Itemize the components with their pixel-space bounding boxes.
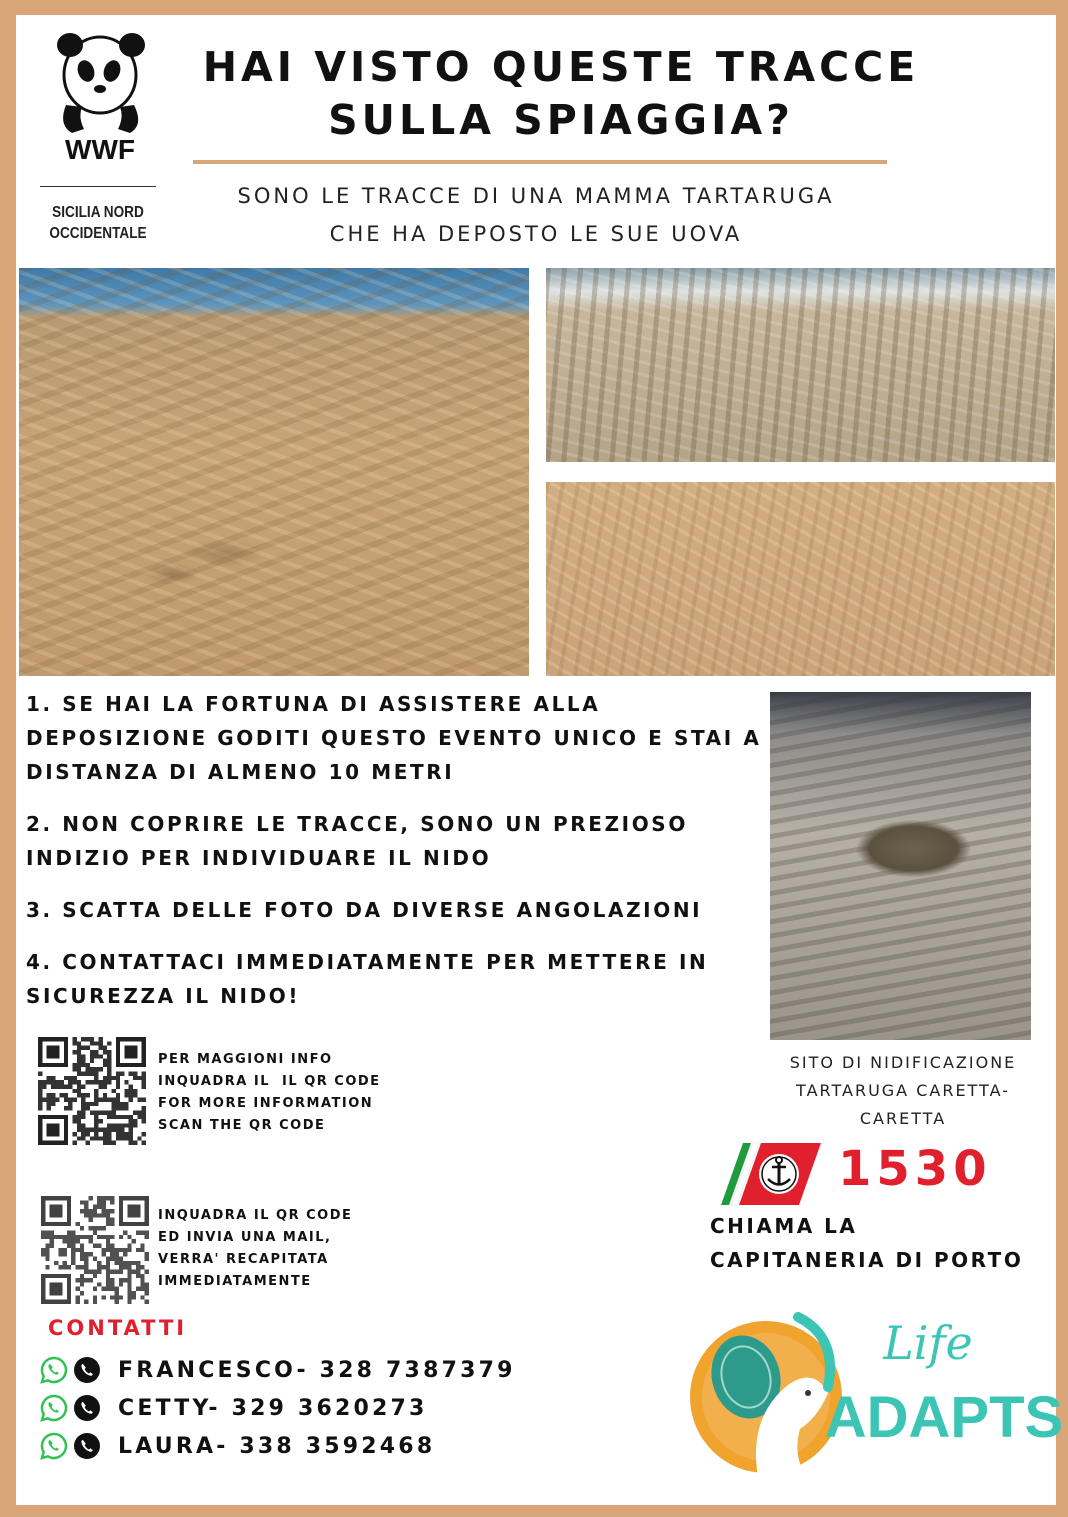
qr-info-line-3: FOR MORE INFORMATION: [158, 1096, 374, 1111]
phone-icon: [74, 1357, 100, 1383]
qr-code-info[interactable]: [38, 1037, 146, 1145]
subtitle-line-1: SONO LE TRACCE DI UNA MAMMA TARTARUGA: [237, 184, 835, 208]
emergency-number[interactable]: 1530: [838, 1141, 992, 1197]
contact-francesco: FRANCESCO- 328 7387379: [118, 1357, 516, 1383]
coast-guard-line-1: CHIAMA LA: [710, 1214, 858, 1238]
qr-info-line-1: PER MAGGIONI INFO: [158, 1052, 333, 1067]
contact-cetty: CETTY- 329 3620273: [118, 1395, 428, 1421]
qr-mail-line-1: INQUADRA IL QR CODE: [158, 1208, 353, 1223]
region-line-1: SICILIA NORD: [52, 204, 144, 221]
contacts-title: CONTATTI: [48, 1316, 188, 1340]
nesting-turtle-photo: [770, 692, 1031, 1040]
qr-mail-line-3: VERRA' RECAPITATA: [158, 1252, 329, 1267]
logo-divider: [40, 186, 156, 187]
contact-laura: LAURA- 338 3592468: [118, 1433, 436, 1459]
turtle-tracks-photo-3: [546, 482, 1055, 676]
contact-row-laura[interactable]: [40, 1429, 435, 1463]
instruction-step-1: 1. SE HAI LA FORTUNA DI ASSISTERE ALLA DEPOSIZIONE GODITI QUESTO EVENTO UNICO E STAI A DISTANZA DI ALMENO 10 METRI: [26, 692, 762, 784]
contact-row-cetty[interactable]: [40, 1391, 428, 1425]
wwf-panda-logo: [48, 25, 158, 165]
subtitle: [176, 177, 896, 253]
qr-mail-line-4: IMMEDIATAMENTE: [158, 1274, 312, 1289]
poster: [16, 15, 1064, 1505]
region-label: [47, 202, 149, 244]
phone-icon: [74, 1433, 100, 1459]
instructions-list: [26, 687, 766, 1031]
qr-info-line-2: INQUADRA IL IL QR CODE: [158, 1074, 381, 1089]
turtle-tracks-photo-2: [546, 268, 1055, 462]
qr-mail-text: [158, 1205, 458, 1293]
turtle-tracks-photo-1: [19, 268, 529, 676]
whatsapp-icon: [40, 1432, 68, 1460]
qr-info-line-4: SCAN THE QR CODE: [158, 1118, 326, 1133]
instruction-step-2: 2. NON COPRIRE LE TRACCE, SONO UN PREZIOSO INDIZIO PER INDIVIDUARE IL NIDO: [26, 812, 688, 870]
svg-text:ADAPTS: ADAPTS: [824, 1385, 1064, 1450]
whatsapp-icon: [40, 1394, 68, 1422]
photo-caption: SITO DI NIDIFICAZIONE TARTARUGA CARETTA-CARETTA: [789, 1053, 1017, 1128]
qr-mail-line-2: ED INVIA UNA MAIL,: [158, 1230, 332, 1245]
coast-guard-anchor-logo: [721, 1143, 821, 1205]
qr-info-text: [158, 1049, 458, 1137]
instruction-step-4: 4. CONTATTACI IMMEDIATAMENTE PER METTERE IN SICUREZZA IL NIDO!: [26, 950, 709, 1008]
life-adapts-logo: [688, 1297, 1064, 1492]
coast-guard-line-2: CAPITANERIA DI PORTO: [710, 1248, 1024, 1272]
svg-text:Life: Life: [883, 1316, 973, 1370]
phone-icon: [74, 1395, 100, 1421]
qr-code-mail[interactable]: [41, 1196, 149, 1304]
contact-row-francesco[interactable]: [40, 1353, 516, 1387]
title-underline: [193, 160, 887, 164]
page-title: [146, 41, 976, 147]
region-line-2: OCCIDENTALE: [49, 225, 147, 242]
subtitle-line-2: CHE HA DEPOSTO LE SUE UOVA: [329, 222, 743, 246]
svg-text:WWF: WWF: [65, 134, 135, 165]
instruction-step-3: 3. SCATTA DELLE FOTO DA DIVERSE ANGOLAZIONI: [26, 898, 703, 922]
title-line-2: SULLA SPIAGGIA?: [328, 96, 794, 144]
coast-guard-text: [710, 1209, 1040, 1277]
whatsapp-icon: [40, 1356, 68, 1384]
title-line-1: HAI VISTO QUESTE TRACCE: [202, 43, 920, 91]
